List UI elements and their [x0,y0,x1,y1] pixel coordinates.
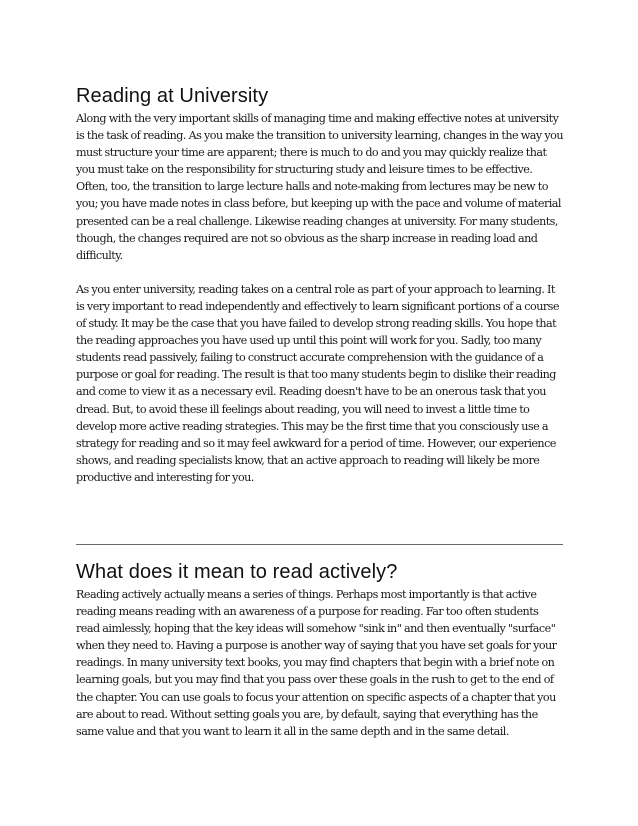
section-heading: Reading at University [76,85,269,107]
section-heading: What does it mean to read actively? [76,561,398,583]
horizontal-divider [76,544,563,545]
section-reading-at-university [76,84,563,486]
body-paragraph: Reading actively actually means a series of things. Perhaps most importantly is that active reading means reading with an awareness of a purpose for reading. Far too often students read aimlessly, hoping that the key ideas will somehow "sink in" and then eventually "surface" when they need to. Having a purpose is another way of saying that you have set goals for your readings. In many university text books, you may find chapters that begin with a brief note on learning goals, but you may find that you pass over these goals in the rush to get to the end of the chapter. You can use goals to focus your attention on specific aspects of a chapter that you are about to read. Without setting goals you are, by default, saying that everything has the same value and that you want to learn it all in the same depth and in the same detail. [76,588,557,738]
body-paragraph: Along with the very important skills of managing time and making effective notes at university is the task of reading. As you make the transition to university learning, changes in the way you must structure your time are apparent; there is much to do and you may quickly realize that you must take on the responsibility for structuring study and leisure times to be effective. Often, too, the transition to large lecture halls and note-making from lectures may be new to you; you have made notes in class before, but keeping up with the pace and volume of material presented can be a real challenge. Likewise reading changes at university. For many students, though, the changes required are not so obvious as the sharp increase in reading load and difficulty. [76,112,564,262]
body-paragraph: As you enter university, reading takes on a central role as part of your approach to learning. It is very important to read independently and effectively to learn significant portions of a course of study. It may be the case that you have failed to develop strong reading skills. You hope that the reading approaches you have used up until this point will work for you. Sadly, too many students read passively, failing to construct accurate comprehension with the guidance of a purpose or goal for reading. The result is that too many students begin to dislike their reading and come to view it as a necessary evil. Reading doesn't have to be an onerous task that you dread. But, to avoid these ill feelings about reading, you will need to invest a little time to develop more active reading strategies. This may be the first time that you consciously use a strategy for reading and so it may feel awkward for a period of time. However, our experience shows, and reading specialists know, that an active approach to reading will likely be more productive and interesting for you. [76,282,559,484]
section-read-actively [76,560,563,740]
